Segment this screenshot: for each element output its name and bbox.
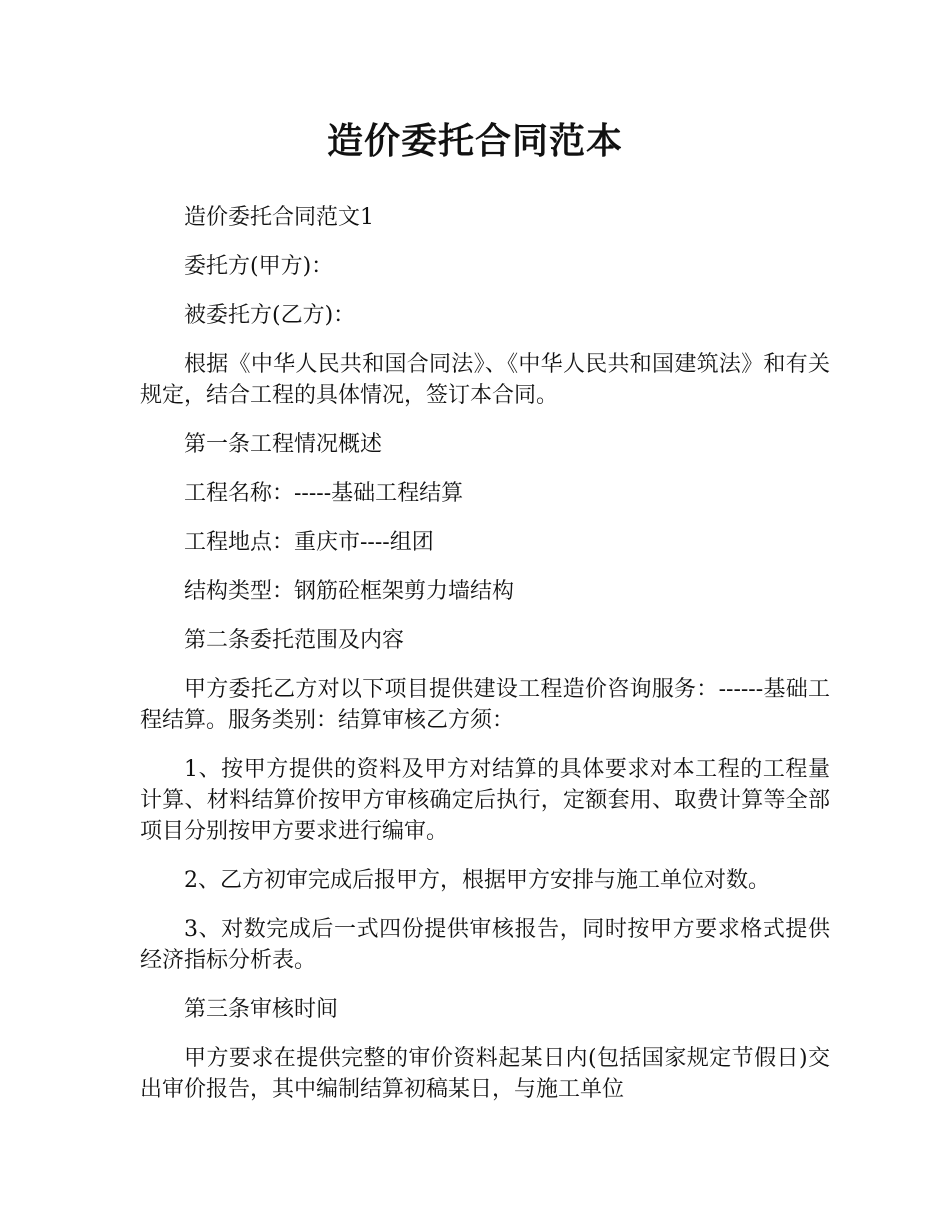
- paragraph-item-1: 1、按甲方提供的资料及甲方对结算的具体要求对本工程的工程量计算、材料结算价按甲方审核确定后执行，定额套用、取费计算等全部项目分别按甲方要求进行编审。: [140, 757, 830, 844]
- paragraph-project-name: 工程名称：-----基础工程结算: [184, 481, 464, 506]
- document-body: [140, 202, 830, 1123]
- paragraph-service-scope: 甲方委托乙方对以下项目提供建设工程造价咨询服务：------基础工程结算。服务类别：结算审核乙方须：: [140, 677, 830, 733]
- paragraph-item-2: 2、乙方初审完成后报甲方，根据甲方安排与施工单位对数。: [184, 868, 770, 893]
- paragraph-article-2-heading: 第二条委托范围及内容: [184, 628, 405, 653]
- paragraph-party-a: 委托方(甲方)：: [184, 254, 334, 279]
- paragraph-structure-type: 结构类型：钢筋砼框架剪力墙结构: [184, 579, 515, 604]
- document-title: 造价委托合同范本: [326, 121, 623, 162]
- paragraph-party-b: 被委托方(乙方)：: [184, 303, 356, 328]
- paragraph-review-time: 甲方要求在提供完整的审价资料起某日内(包括国家规定节假日)交出审价报告，其中编制结算初稿某日，与施工单位: [140, 1046, 830, 1102]
- paragraph-project-location: 工程地点：重庆市----组团: [184, 530, 434, 555]
- paragraph-item-3: 3、对数完成后一式四份提供审核报告，同时按甲方要求格式提供经济指标分析表。: [140, 917, 830, 973]
- paragraph-article-1-heading: 第一条工程情况概述: [184, 432, 383, 457]
- paragraph-legal-basis: 根据《中华人民共和国合同法》、《中华人民共和国建筑法》和有关规定，结合工程的具体情况，签订本合同。: [140, 352, 830, 408]
- paragraph-article-3-heading: 第三条审核时间: [184, 997, 339, 1022]
- paragraph-heading-sample: 造价委托合同范文1: [184, 205, 374, 230]
